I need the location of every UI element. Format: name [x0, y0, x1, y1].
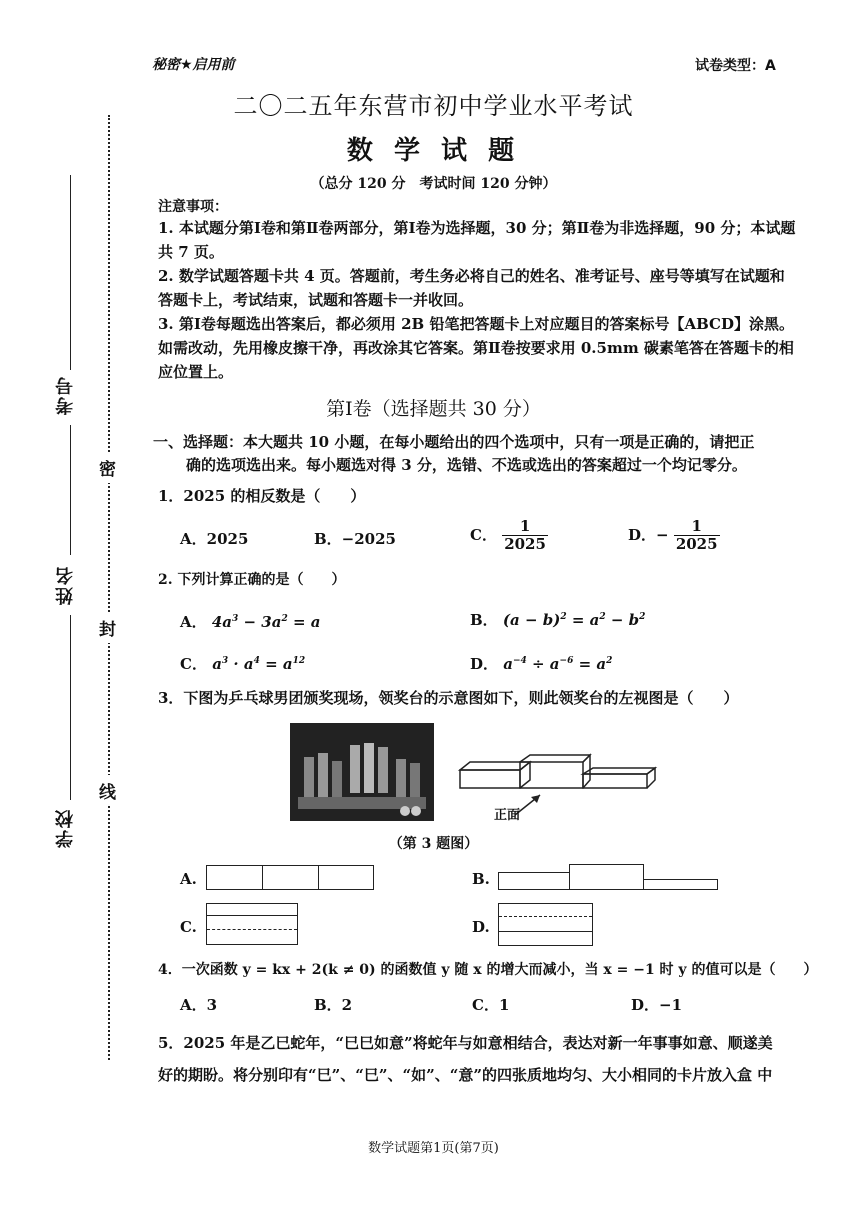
seal-char-mi: 密 [99, 452, 116, 483]
front-view-label: 正面 [494, 808, 521, 823]
subject-title: 数 学 试 题 [346, 136, 521, 166]
q4-option-b: B．2 [314, 996, 353, 1014]
q2-option-d [470, 653, 612, 674]
q1-option-c [470, 518, 548, 554]
exam-info: （总分 120 分 考试时间 120 分钟） [310, 176, 557, 192]
q3-option-c-figure [206, 903, 298, 945]
paper-type: 试卷类型：A [695, 58, 776, 74]
q2-stem: 2. 下列计算正确的是（ ） [158, 572, 346, 588]
page-footer: 数学试题第1页(第7页) [368, 1141, 499, 1156]
seal-char-xian: 线 [99, 775, 116, 806]
q3-option-b-left [498, 872, 570, 890]
q4-option-a: A．3 [180, 996, 218, 1014]
seal-char-feng: 封 [99, 612, 116, 643]
name-label: 姓名 [55, 565, 76, 605]
q3-option-b-middle [569, 864, 644, 890]
award-ceremony-photo [290, 723, 434, 821]
q3-option-a-label: A. [180, 870, 197, 888]
q2-a-label: A． [180, 613, 207, 631]
q1-c-numerator: 1 [502, 518, 548, 536]
q2-b-label: B． [470, 611, 498, 629]
q5-line-2: 好的期盼。将分别印有“巳”、“巳”、“如”、“意”的四张质地均匀、大小相同的卡片放入盒 中 [158, 1066, 773, 1084]
q3-option-d-label: D. [472, 918, 490, 936]
q3-option-b-right [643, 879, 718, 890]
name-line [70, 615, 71, 800]
notes-heading: 注意事项： [158, 199, 228, 215]
q2-option-b [470, 609, 645, 630]
q2-option-a [180, 611, 320, 632]
q4-stem: 4．一次函数 y = kx + 2(k ≠ 0) 的函数值 y 随 x 的增大而减小，当 x = −1 时 y 的值可以是（ ） [158, 962, 818, 978]
exam-title: 二〇二五年东营市初中学业水平考试 [233, 92, 634, 120]
q2-d-label: D． [470, 655, 499, 673]
section1-instruction-1: 一、选择题：本大题共 10 小题，在每小题给出的四个选项中，只有一项是正确的，请把正 [153, 433, 755, 451]
confidential-mark: 秘密★启用前 [152, 57, 235, 73]
exam-no-label: 考号 [55, 375, 76, 415]
q2-a-expr: $4a^3 - 3a^2 = a$ [211, 613, 321, 631]
section1-title: 第Ⅰ卷（选择题共 30 分） [326, 398, 541, 420]
q1-option-b: B．−2025 [314, 530, 396, 548]
q1-c-denominator: 2025 [504, 535, 546, 554]
exam-no-line-2 [70, 425, 71, 555]
q1-option-d [628, 518, 720, 554]
note-3: 3. 第Ⅰ卷每题选出答案后，都必须用 2B 铅笔把答题卡上对应题目的答案标号【ABCD】涂黑。如需改动，先用橡皮擦干净，再改涂其它答案。第Ⅱ卷按要求用 0.5mm 碳素笔答在答题卡的相应位置上。 [158, 315, 795, 381]
q4-option-d: D．−1 [631, 996, 683, 1014]
q1-stem: 1．2025 的相反数是（ ） [158, 487, 366, 505]
q1-d-denominator: 2025 [675, 535, 718, 554]
q2-c-expr: $a^3 \cdot a^4 = a^{12}$ [212, 655, 306, 673]
q4-option-c: C．1 [472, 996, 510, 1014]
q3-stem: 3．下图为乒乓球男团颁奖现场，领奖台的示意图如下，则此领奖台的左视图是（ ） [158, 689, 739, 707]
q3-figure-caption: （第 3 题图） [388, 836, 479, 852]
q3-option-b-label: B. [472, 870, 490, 888]
q3-option-d-figure [498, 903, 593, 946]
binding-dotted-line [108, 115, 110, 1060]
q2-option-c [180, 653, 305, 674]
q2-b-expr: $(a - b)^2 = a^2 - b^2$ [502, 611, 646, 629]
q3-option-a-figure [206, 865, 374, 890]
school-label: 学校 [55, 808, 76, 848]
exam-no-line [70, 175, 71, 370]
q1-d-numerator: 1 [674, 518, 720, 536]
note-1: 1. 本试题分第Ⅰ卷和第Ⅱ卷两部分，第Ⅰ卷为选择题，30 分；第Ⅱ卷为非选择题，90 分；本试题共 7 页。 [158, 219, 796, 261]
q2-c-label: C． [180, 655, 207, 673]
note-2: 2. 数学试题答题卡共 4 页。答题前，考生务必将自己的姓名、准考证号、座号等填写在试题和答题卡上，考试结束，试题和答题卡一并收回。 [158, 267, 785, 309]
q3-option-c-label: C. [180, 918, 197, 936]
section1-instruction-2: 确的选项选出来。每小题选对得 3 分，选错、不选或选出的答案超过一个均记零分。 [186, 456, 747, 474]
q1-option-c-label: C． [470, 525, 497, 544]
podium-diagram [455, 750, 665, 825]
q2-d-expr: $a^{-4} \div a^{-6} = a^2$ [503, 655, 613, 673]
q1-option-d-label: D．− [628, 525, 669, 544]
q5-line-1: 5．2025 年是乙巳蛇年，“巳巳如意”将蛇年与如意相结合，表达对新一年事事如意、顺遂美 [158, 1034, 773, 1052]
q1-option-a: A．2025 [180, 530, 249, 548]
